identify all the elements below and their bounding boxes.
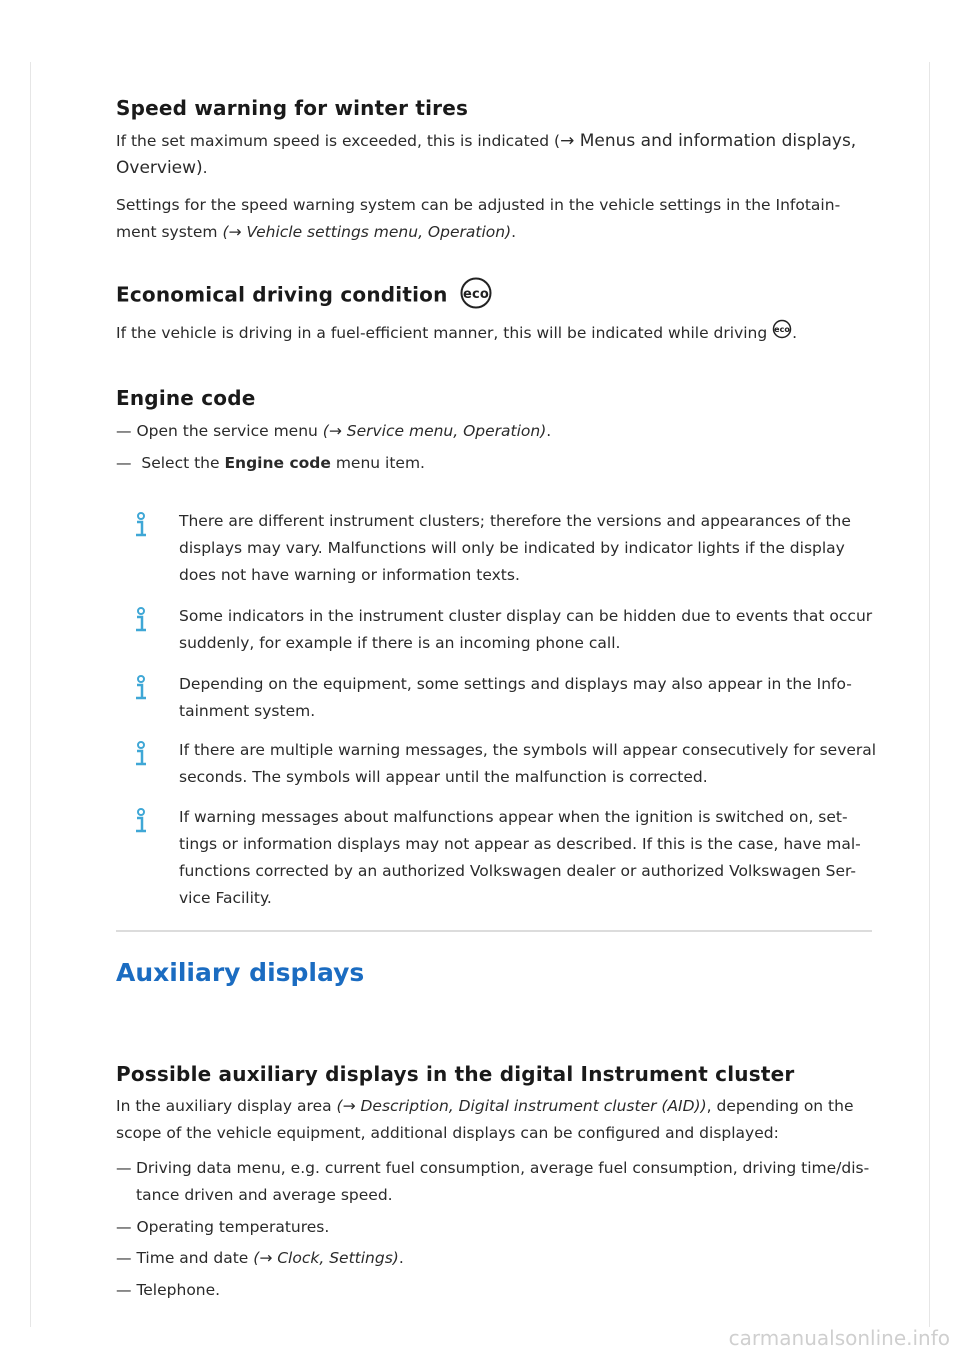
info-note-text: Depending on the equipment, some settings and displays may also appear in the Info-tainment system. <box>179 675 852 720</box>
chapter-heading-auxiliary-displays: Auxiliary displays <box>116 958 365 987</box>
cross-reference-link[interactable]: (→ Service menu, Operation) <box>322 422 547 440</box>
economical-paragraph: If the vehicle is driving in a fuel-efficient manner, this will be indicated while driving eco . <box>116 320 872 347</box>
cross-reference-link[interactable]: (→ Vehicle settings menu, Operation) <box>222 223 512 241</box>
info-icon <box>134 741 148 767</box>
svg-text:eco: eco <box>774 324 790 334</box>
svg-text:eco: eco <box>462 287 489 302</box>
cross-reference-link[interactable]: (→ Clock, Settings) <box>253 1249 399 1267</box>
cross-reference-link[interactable]: → Menus and information displays, Overview) <box>116 131 857 178</box>
section-divider <box>116 930 872 932</box>
info-icon <box>134 675 148 701</box>
auxiliary-paragraph: In the auxiliary display area (→ Description, Digital instrument cluster (AID)), depending on the scope of the vehicle equipment, additional displays can be configured and displayed: <box>116 1097 854 1142</box>
section-heading-economical: Economical driving condition eco <box>116 282 493 310</box>
list-item: — Open the service menu (→ Service menu, Operation). <box>116 422 552 440</box>
speed-warning-paragraph-2: Settings for the speed warning system can be adjusted in the vehicle settings in the Infotain-ment system (→ Vehicle settings menu, Operation). <box>116 196 841 241</box>
list-item: — Operating temperatures. <box>116 1218 330 1236</box>
section-heading-possible-auxiliary: Possible auxiliary displays in the digital Instrument cluster <box>116 1062 795 1086</box>
section-heading-engine-code: Engine code <box>116 386 256 410</box>
watermark: carmanualsonline.info <box>728 1326 950 1350</box>
info-note-text: There are different instrument clusters; therefore the versions and appearances of the displays may vary. Malfunctions will only be indicated by indicator lights if the display does not have warning or information texts. <box>179 512 851 584</box>
list-item: — Time and date (→ Clock, Settings). <box>116 1249 404 1267</box>
list-item: — Select the Engine code menu item. <box>116 454 425 472</box>
info-note-text: Some indicators in the instrument cluster display can be hidden due to events that occur suddenly, for example if there is an incoming phone call. <box>179 607 873 652</box>
section-heading-speed-warning: Speed warning for winter tires <box>116 96 469 120</box>
info-icon <box>134 808 148 834</box>
eco-icon <box>459 276 493 310</box>
info-note-text: If warning messages about malfunctions appear when the ignition is switched on, set-tings or information displays may not appear as described. If this is the case, have mal-functions corrected by an authorized Volkswagen dealer or authorized Volkswagen Ser-vice Facility. <box>179 808 861 907</box>
list-item: — Telephone. <box>116 1281 221 1299</box>
eco-icon <box>772 319 792 339</box>
cross-reference-link[interactable]: (→ Description, Digital instrument cluster (AID)) <box>336 1097 707 1115</box>
right-margin-line <box>929 62 930 1327</box>
speed-warning-paragraph-1: If the set maximum speed is exceeded, this is indicated (→ Menus and information displays, Overview). <box>116 131 857 178</box>
left-margin-line <box>30 62 31 1327</box>
info-icon <box>134 512 148 538</box>
info-note-text: If there are multiple warning messages, the symbols will appear consecutively for several seconds. The symbols will appear until the malfunction is corrected. <box>179 741 877 786</box>
info-icon <box>134 607 148 633</box>
list-item: — Driving data menu, e.g. current fuel consumption, average fuel consumption, driving time/dis-tance driven and average speed. <box>116 1159 870 1204</box>
